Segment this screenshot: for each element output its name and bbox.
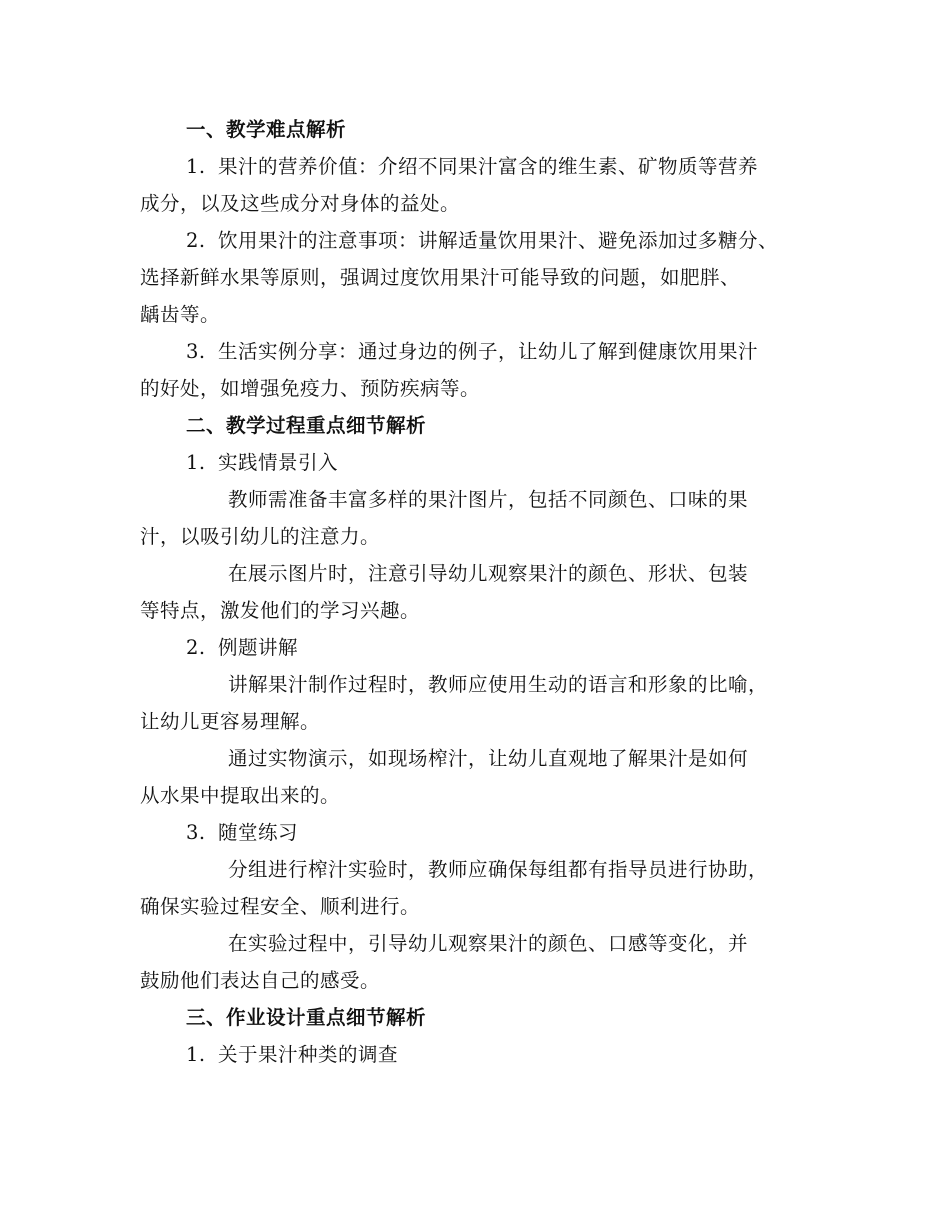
paragraph-first-line: 教师需准备丰富多样的果汁图片，包括不同颜色、口味的果 [228, 488, 749, 511]
item-number: 1. [186, 1043, 206, 1066]
paragraph-first-line: 分组进行榨汁实验时，教师应确保每组都有指导员进行协助， [228, 858, 769, 881]
document-body [140, 111, 820, 1073]
subsection-title [140, 629, 820, 666]
item-number: 1. [186, 155, 206, 178]
item-number: 2. [186, 636, 206, 659]
item-text: 生活实例分享：通过身边的例子，让幼儿了解到健康饮用果汁 [218, 340, 759, 363]
subsection-title [140, 1036, 820, 1073]
item-number: 1. [186, 451, 206, 474]
paragraph-first-line: 在实验过程中，引导幼儿观察果汁的颜色、口感等变化，并 [228, 932, 749, 955]
section-heading-homework: 三、作业设计重点细节解析 [186, 1006, 427, 1029]
item-text: 实践情景引入 [218, 451, 339, 474]
item-text: 饮用果汁的注意事项：讲解适量饮用果汁、避免添加过多糖分、 [218, 229, 779, 252]
subsection-title [140, 814, 820, 851]
section-heading-difficulties: 一、教学难点解析 [186, 118, 347, 141]
item-number: 3. [186, 821, 206, 844]
item-continuation: 龋齿等。 [140, 303, 221, 326]
item-text: 例题讲解 [218, 636, 299, 659]
paragraph-continuation: 等特点，激发他们的学习兴趣。 [140, 599, 421, 622]
list-item [140, 222, 820, 259]
paragraph-first-line: 讲解果汁制作过程时，教师应使用生动的语言和形象的比喻， [228, 673, 769, 696]
paragraph-continuation: 让幼儿更容易理解。 [140, 710, 321, 733]
item-continuation: 成分，以及这些成分对身体的益处。 [140, 192, 461, 215]
paragraph-first-line: 在展示图片时，注意引导幼儿观察果汁的颜色、形状、包装 [228, 562, 749, 585]
item-number: 3. [186, 340, 206, 363]
paragraph-continuation: 确保实验过程安全、顺利进行。 [140, 895, 421, 918]
paragraph-continuation: 鼓励他们表达自己的感受。 [140, 969, 381, 992]
subsection-title [140, 444, 820, 481]
item-text: 随堂练习 [218, 821, 299, 844]
item-continuation: 的好处，如增强免疫力、预防疾病等。 [140, 377, 481, 400]
paragraph-first-line: 通过实物演示，如现场榨汁，让幼儿直观地了解果汁是如何 [228, 747, 749, 770]
item-text: 果汁的营养价值：介绍不同果汁富含的维生素、矿物质等营养 [218, 155, 759, 178]
paragraph-continuation: 从水果中提取出来的。 [140, 784, 341, 807]
item-text: 关于果汁种类的调查 [218, 1043, 399, 1066]
item-continuation: 选择新鲜水果等原则，强调过度饮用果汁可能导致的问题，如肥胖、 [140, 266, 741, 289]
list-item [140, 333, 820, 370]
list-item [140, 148, 820, 185]
paragraph-continuation: 汁，以吸引幼儿的注意力。 [140, 525, 381, 548]
item-number: 2. [186, 229, 206, 252]
section-heading-process: 二、教学过程重点细节解析 [186, 414, 427, 437]
